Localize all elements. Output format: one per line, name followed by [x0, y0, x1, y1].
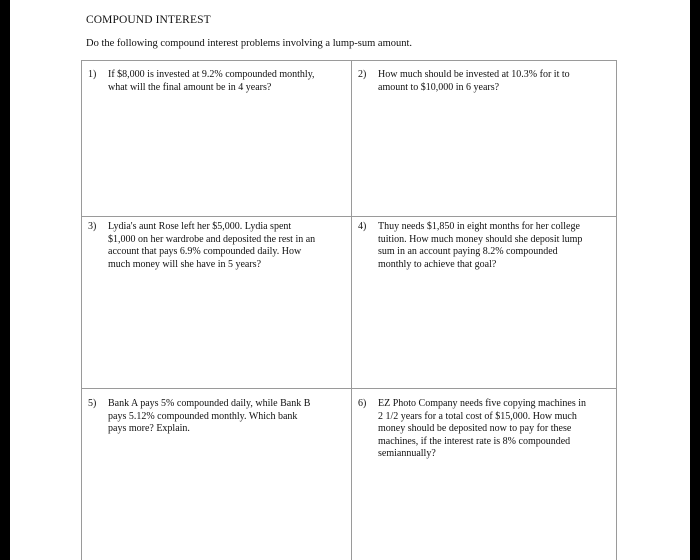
problem-grid	[81, 60, 617, 560]
problem-text	[378, 398, 614, 461]
problem-line: monthly to achieve that goal?	[378, 258, 497, 270]
problem-line: Lydia's aunt Rose left her $5,000. Lydia spent	[108, 221, 292, 232]
problem-line: Thuy needs $1,850 in eight months for her college	[378, 221, 580, 232]
problem-line: money should be deposited now to pay for these	[378, 423, 572, 435]
problem-line: what will the final amount be in 4 years?	[108, 81, 272, 93]
problem-text	[378, 69, 614, 94]
problem-number: 5)	[88, 398, 97, 409]
worksheet-page	[10, 0, 690, 560]
grid-divider-vertical	[351, 61, 352, 560]
problem-number: 2)	[358, 69, 367, 80]
problem-text	[108, 69, 350, 94]
problem-line: semiannually?	[378, 448, 436, 460]
problem-line: EZ Photo Company needs five copying machines in	[378, 398, 587, 409]
problem-line: tuition. How much money should she deposit lump	[378, 233, 583, 245]
problem-line: How much should be invested at 10.3% for it to	[378, 69, 570, 80]
problem-text	[378, 221, 614, 271]
instructions: Do the following compound interest problems involving a lump-sum amount.	[86, 38, 413, 49]
grid-divider-row-2	[82, 388, 616, 389]
problem-line: Bank A pays 5% compounded daily, while Bank B	[108, 398, 311, 409]
problem-line: amount to $10,000 in 6 years?	[378, 81, 500, 93]
problem-number: 3)	[88, 221, 97, 232]
problem-line: machines, if the interest rate is 8% compounded	[378, 435, 571, 447]
problem-line: sum in an account paying 8.2% compounded	[378, 246, 558, 258]
problem-line: pays 5.12% compounded monthly. Which bank	[108, 410, 298, 422]
grid-divider-row-1	[82, 216, 616, 217]
problem-text	[108, 398, 350, 436]
problem-line: 2 1/2 years for a total cost of $15,000. How much	[378, 410, 577, 422]
problem-line: pays more? Explain.	[108, 423, 190, 435]
problem-number: 1)	[88, 69, 97, 80]
problem-number: 4)	[358, 221, 367, 232]
problem-line: If $8,000 is invested at 9.2% compounded monthly,	[108, 69, 315, 80]
problem-line: $1,000 on her wardrobe and deposited the rest in an	[108, 233, 316, 245]
page-title: COMPOUND INTEREST	[86, 14, 211, 26]
problem-line: account that pays 6.9% compounded daily. How	[108, 246, 302, 258]
problem-number: 6)	[358, 398, 367, 409]
problem-line: much money will she have in 5 years?	[108, 258, 262, 270]
problem-text	[108, 221, 350, 271]
